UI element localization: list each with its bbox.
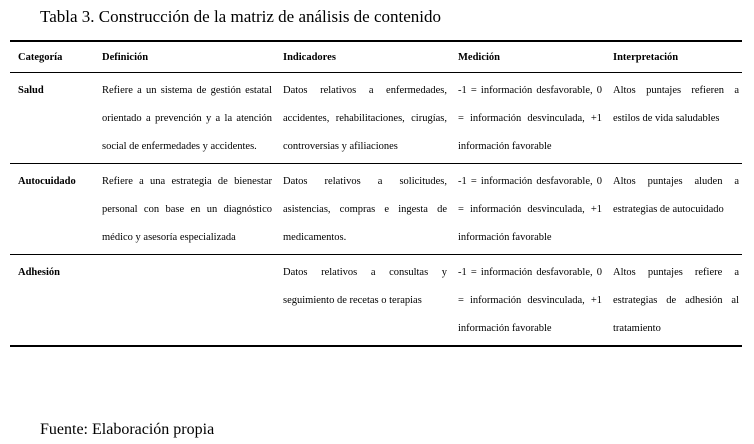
cell-medicion: -1 = información desfavorable, 0 = información desvinculada, +1 información favorable xyxy=(458,85,602,152)
cell-interpretacion: Altos puntajes aluden a estrategias de autocuidado xyxy=(613,176,739,215)
cell-interpretacion: Altos puntajes refieren a estilos de vida saludables xyxy=(613,85,739,124)
cell-definicion: Refiere a una estrategia de bienestar personal con base en un diagnóstico médico y asesoría especializada xyxy=(102,176,272,243)
cell-indicadores: Datos relativos a solicitudes, asistencias, compras e ingesta de medicamentos. xyxy=(283,176,447,243)
cell-medicion: -1 = información desfavorable, 0 = información desvinculada, +1 información favorable xyxy=(458,267,602,334)
table-row xyxy=(10,255,742,347)
cell-categoria: Salud xyxy=(18,85,44,96)
cell-indicadores: Datos relativos a consultas y seguimiento de recetas o terapias xyxy=(283,267,447,306)
table-caption: Tabla 3. Construcción de la matriz de análisis de contenido xyxy=(40,7,442,26)
table-row xyxy=(10,164,742,255)
cell-definicion: Refiere a un sistema de gestión estatal orientado a prevención y a la atención social de enfermedades y accidentes. xyxy=(102,85,272,152)
header-definicion: Definición xyxy=(102,52,149,63)
cell-categoria: Autocuidado xyxy=(18,176,76,187)
header-categoria: Categoría xyxy=(18,52,63,63)
table-source-note: Fuente: Elaboración propia xyxy=(40,421,215,438)
header-medicion: Medición xyxy=(458,52,500,63)
cell-indicadores: Datos relativos a enfermedades, accidentes, rehabilitaciones, cirugías, controversias y afiliaciones xyxy=(283,85,447,152)
table-header-row xyxy=(10,41,742,73)
cell-interpretacion: Altos puntajes refiere a estrategias de adhesión al tratamiento xyxy=(613,267,739,334)
header-indicadores: Indicadores xyxy=(283,52,336,63)
table-row xyxy=(10,73,742,164)
cell-definicion xyxy=(94,255,275,347)
cell-categoria: Adhesión xyxy=(18,267,61,278)
content-analysis-table xyxy=(10,40,742,347)
header-interpretacion: Interpretación xyxy=(613,52,679,63)
cell-medicion: -1 = información desfavorable, 0 = información desvinculada, +1 información favorable xyxy=(458,176,602,243)
